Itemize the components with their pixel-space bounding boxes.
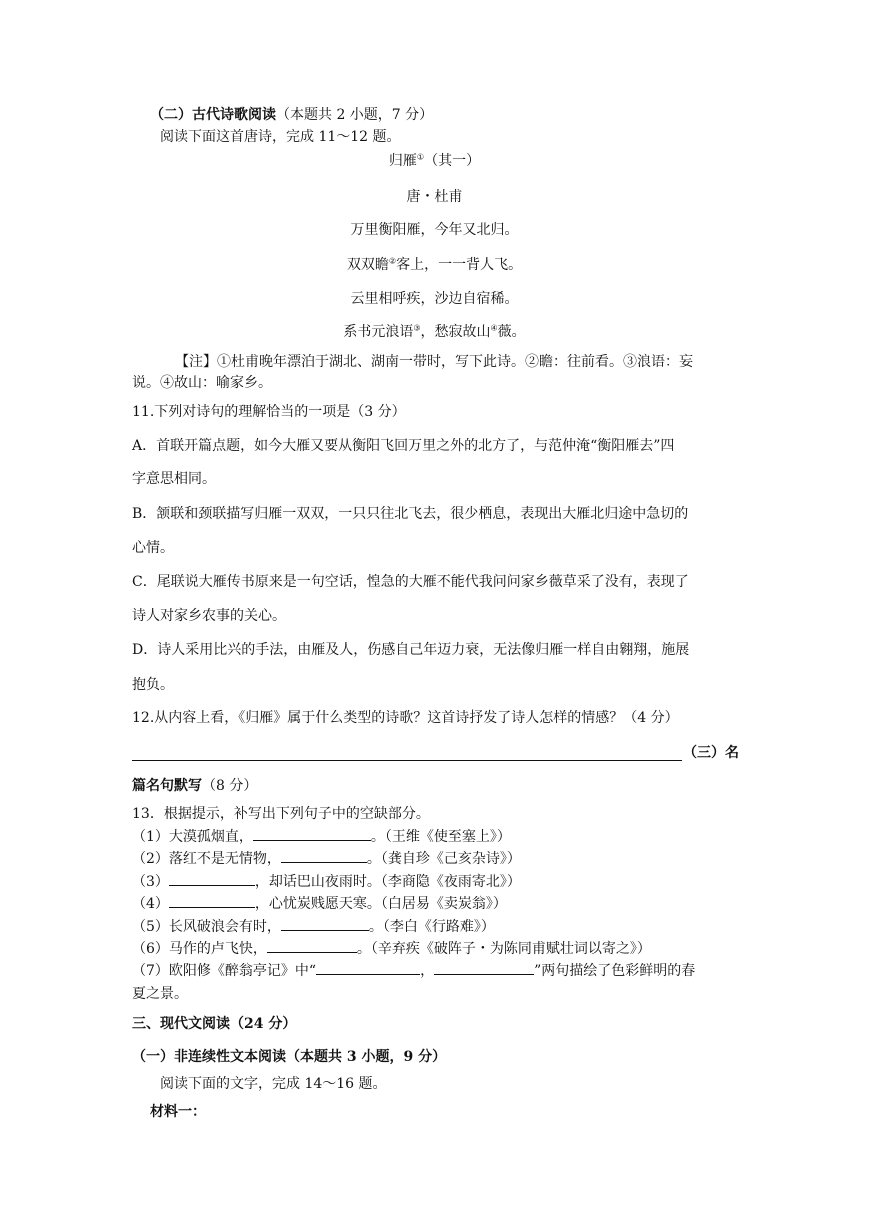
question-11-option-a: A．首联开篇点题，如今大雁又要从衡阳飞回万里之外的北方了，与范仲淹“衡阳雁去”四 — [132, 438, 675, 454]
question-12-stem: 12.从内容上看，《归雁》属于什么类型的诗歌？这首诗抒发了诗人怎样的情感？（4 分） — [132, 710, 679, 726]
fill-blank[interactable] — [434, 962, 534, 975]
question-13-item: （4） ，心忧炭贱愿天寒。（白居易《卖炭翁》） — [132, 896, 507, 912]
question-11-option-d: D．诗人采用比兴的手法，由雁及人，伤感自己年迈力衰，无法像归雁一样自由翱翔，施展 — [132, 642, 690, 658]
question-13-item: （3） ，却话巴山夜雨时。（李商隐《夜雨寄北》） — [132, 874, 521, 890]
question-11-option-c: 诗人对家乡农事的关心。 — [132, 608, 286, 624]
question-13-item: （1）大漠孤烟直， 。（王维《使至塞上》） — [132, 829, 511, 845]
question-11-option-b: B．颔联和颈联描写归雁一双双，一只只往北飞去，很少栖息，表现出大雁北归途中急切的 — [132, 506, 689, 522]
fill-blank[interactable] — [267, 939, 357, 953]
question-11-stem: 11.下列对诗句的理解恰当的一项是（3 分） — [132, 404, 406, 420]
poem-line: 双双瞻②客上，一一背人飞。 — [346, 256, 523, 273]
section-heading-ancient-poetry: （二）古代诗歌阅读（本题共 2 小题，7 分） — [150, 107, 434, 123]
part-heading-modern-reading: 三、现代文阅读（24 分） — [132, 1016, 297, 1032]
poem-line: 云里相呼疾，沙边自宿稀。 — [350, 291, 519, 307]
poem-note: 说。④故山：喻家乡。 — [132, 375, 272, 391]
question-13-item: 夏之景。 — [132, 986, 188, 1002]
question-13-item: （6）马作的卢飞快， 。（辛弃疾《破阵子・为陈同甫赋壮词以寄之》） — [132, 941, 651, 957]
question-13-item: （7）欧阳修《醉翁亭记》中“ ， ”两句描绘了色彩鲜明的春 — [132, 963, 696, 979]
fill-blank[interactable] — [169, 894, 255, 908]
poem-note: 【注】①杜甫晚年漂泊于湖北、湖南一带时，写下此诗。②瞻：往前看。③浪语：妄 — [175, 354, 693, 370]
answer-line — [132, 760, 682, 761]
question-13-item: （2）落红不是无情物， 。（龚自珍《己亥杂诗》） — [132, 851, 521, 867]
poem-title: 归雁①（其一） — [388, 152, 481, 169]
section-instruction: 阅读下面这首唐诗，完成 11～12 题。 — [160, 129, 401, 145]
section-instruction: 阅读下面的文字，完成 14～16 题。 — [160, 1076, 387, 1092]
section-heading-famous-lines: （三）名 — [683, 745, 739, 761]
question-13-item: （5）长风破浪会有时， 。（李白《行路难》） — [132, 919, 495, 935]
question-11-option-a: 字意思相同。 — [132, 471, 216, 487]
fill-blank[interactable] — [169, 872, 255, 886]
fill-blank[interactable] — [281, 849, 367, 863]
fill-blank[interactable] — [253, 827, 371, 841]
fill-blank[interactable] — [281, 917, 369, 931]
poem-author: 唐・杜甫 — [406, 189, 463, 205]
question-11-option-b: 心情。 — [132, 540, 174, 556]
question-11-option-c: C．尾联说大雁传书原来是一句空话，惶急的大雁不能代我问问家乡薇草采了没有，表现了 — [132, 574, 689, 590]
question-11-option-d: 抱负。 — [132, 677, 174, 693]
question-13-stem: 13．根据提示，补写出下列句子中的空缺部分。 — [132, 806, 430, 822]
poem-line: 万里衡阳雁，今年又北归。 — [350, 222, 519, 238]
section-heading-famous-lines: 篇名句默写（8 分） — [132, 778, 258, 794]
section-heading-nonlinear-text: （一）非连续性文本阅读（本题共 3 小题，9 分） — [132, 1049, 447, 1065]
material-label: 材料一： — [150, 1104, 206, 1120]
fill-blank[interactable] — [316, 962, 420, 975]
poem-line: 系书元浪语③，愁寂故山④薇。 — [343, 323, 526, 340]
